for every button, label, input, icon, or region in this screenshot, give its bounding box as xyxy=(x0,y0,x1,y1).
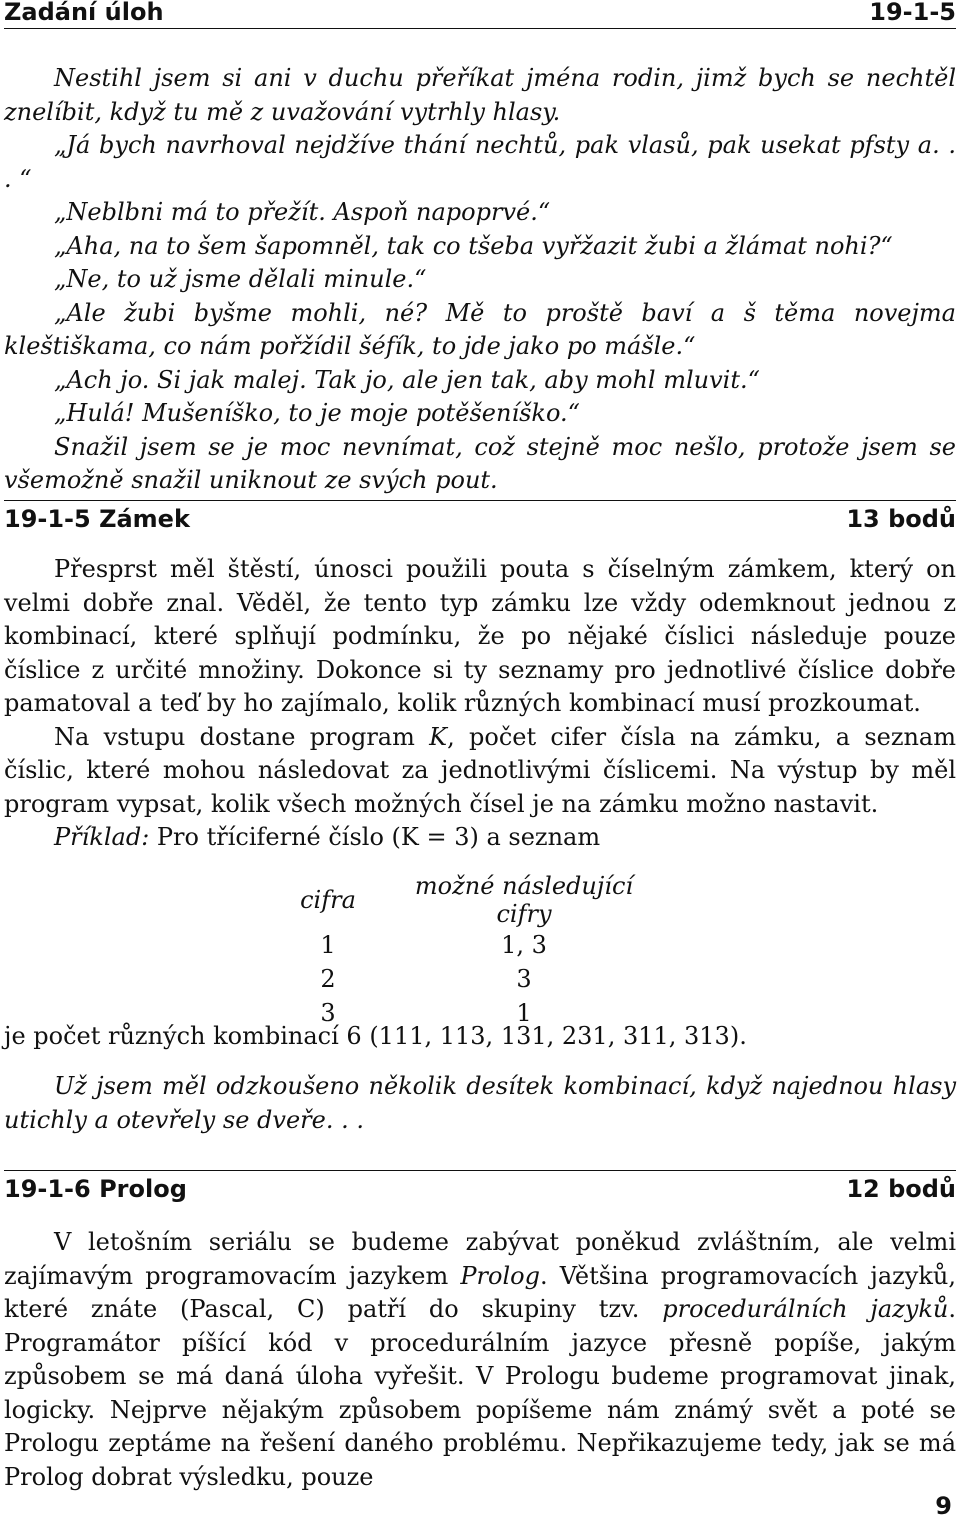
table-header-row xyxy=(298,872,664,928)
table-header: cifra xyxy=(300,886,356,914)
page-number: 9 xyxy=(935,1492,952,1520)
story-line: Snažil jsem se je moc nevnímat, což stejně moc nešlo, protože jsem se všemožně snažil uniknout ze svých pout. xyxy=(4,432,956,494)
section-body-zamek xyxy=(4,553,956,855)
paragraph xyxy=(4,721,956,822)
table-cell: 1 xyxy=(320,931,336,959)
table-row xyxy=(298,928,664,962)
story-line: „Ach jo. Si jak malej. Tak jo, ale jen tak, aby mohl mluvit.“ xyxy=(54,365,760,394)
section-heading-zamek xyxy=(4,500,956,533)
paragraph: Přesprst měl štěstí, únosci použili pouta s číselným zámkem, který on velmi dobře znal. Věděl, že tento typ zámku lze vždy odemknout jednou z kombinací, které splňují podmínku, že po nějaké číslici následuje pouze číslice z určité množiny. Dokonce si ty seznamy pro jednotlivé číslice dobře pamatoval a teď by ho zajímalo, kolik různých kombinací musí prozkoumat. xyxy=(4,555,956,717)
story-line: „Ne, to už jsme dělali minule.“ xyxy=(54,265,427,293)
example-label: Příklad: xyxy=(54,823,150,851)
paragraph xyxy=(4,1226,956,1494)
story-closing xyxy=(4,1070,956,1137)
table-cell: 1 xyxy=(516,999,532,1027)
follow-digit-table xyxy=(298,872,664,1030)
section-points: 12 bodů xyxy=(846,1175,956,1203)
example-result xyxy=(4,1020,956,1054)
story-paragraph: Už jsem měl odzkoušeno několik desítek kombinací, když najednou hlasy utichly a otevřely se dveře. . . xyxy=(4,1072,956,1134)
example-line xyxy=(4,821,956,855)
story-line: „Já bych navrhoval nejdžíve thání nechtů, pak vlasů, pak usekat pfsty a. . . “ xyxy=(4,131,956,193)
emphasis: Prolog xyxy=(460,1261,540,1290)
section-title: 19-1-6 Prolog xyxy=(4,1175,187,1203)
table-cell: 2 xyxy=(320,965,336,993)
section-heading-prolog xyxy=(4,1170,956,1203)
section-body-prolog xyxy=(4,1226,956,1494)
story-line: „Aha, na to šem šapomněl, tak co tšeba vyřžazit žubi a žlámat nohi?“ xyxy=(54,231,893,260)
table-cell: 3 xyxy=(320,999,336,1027)
section-points: 13 bodů xyxy=(846,505,956,533)
table-cell: 3 xyxy=(516,965,532,993)
running-header xyxy=(4,0,956,29)
story-line: „Hulá! Mušeníško, to je moje potěšeníško.“ xyxy=(54,399,580,427)
text-run: . Většina programovacích jazyků, které znáte (Pascal, C) patří do skupiny tzv. xyxy=(4,1261,956,1323)
table-row xyxy=(298,962,664,996)
header-title: Zadání úloh xyxy=(4,0,164,26)
table-header: možné následující cifry xyxy=(414,872,634,928)
text-run: Na vstupu dostane program xyxy=(54,722,430,751)
header-task-id: 19-1-5 xyxy=(869,0,956,26)
story-line: „Ale žubi byšme mohli, né? Mě to proště baví a š těma novejma kleštiškama, co nám pořžídil šéfík, to jde jako po mášle.“ xyxy=(4,298,956,360)
story-line: „Neblbni má to přežít. Aspoň napoprvé.“ xyxy=(54,198,551,226)
text-run: , počet cifer čísla na zámku, a seznam číslic, které mohou následovat za jednotlivými číslicemi. Na výstup by měl program vypsat, kolik všech možných čísel je na zámku možno nastavit. xyxy=(4,722,957,818)
text-run: . Programátor píšící kód v procedurálním jazyce přesně popíše, jakým způsobem se má daná úloha vyřešit. V Prologu budeme programovat jinak, logicky. Nejprve nějakým způsobem popíšeme nám známý svět a poté se Prologu zeptáme na řešení daného problému. Nepřikazujeme tedy, jak se má Prolog dobrat výsledku, pouze xyxy=(4,1295,956,1491)
result-line: je počet různých kombinací 6 (111, 113, 131, 231, 311, 313). xyxy=(4,1022,747,1050)
example-text: Pro tříciferné číslo (K = 3) a seznam xyxy=(149,823,601,851)
story-intro xyxy=(4,62,956,498)
story-line: Nestihl jsem si ani v duchu přeříkat jména rodin, jimž bych se nechtěl znelíbit, když tu mě z uvažování vytrhly hlasy. xyxy=(4,64,956,126)
table-cell: 1, 3 xyxy=(501,931,547,959)
math-var: K xyxy=(429,722,448,751)
emphasis: procedurálních jazyků xyxy=(662,1295,949,1323)
section-title: 19-1-5 Zámek xyxy=(4,505,190,533)
text-run: V letošním seriálu se budeme zabývat poněkud zvláštním, ale velmi zajímavým programovacím jazykem xyxy=(4,1228,956,1290)
